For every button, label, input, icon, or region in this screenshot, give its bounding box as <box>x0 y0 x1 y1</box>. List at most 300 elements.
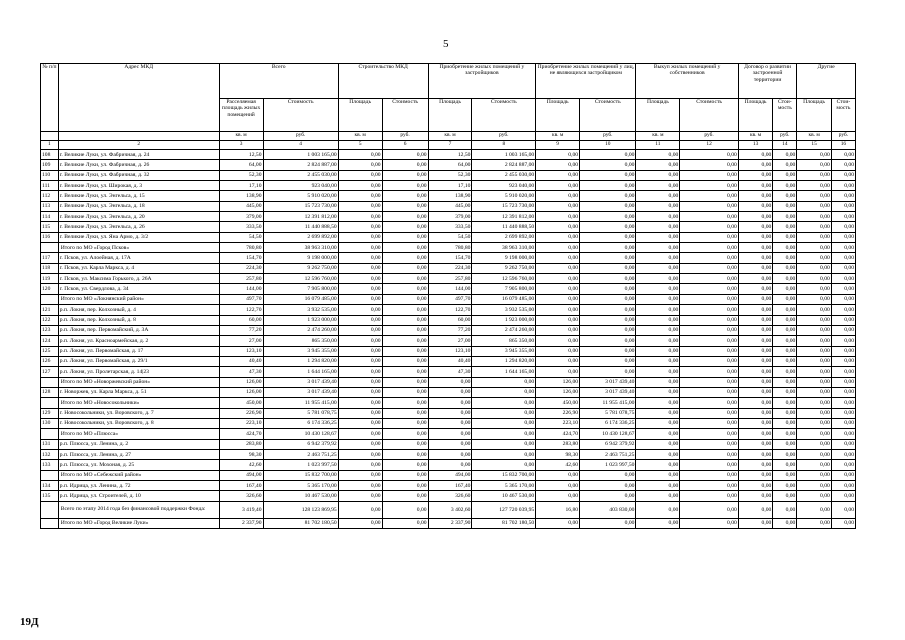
area-cell: 0,00 <box>338 470 382 480</box>
cost-cell: 923 040,00 <box>263 181 338 191</box>
cost-cell: 0,00 <box>382 481 428 491</box>
area-cell: 0,00 <box>636 439 680 449</box>
cost-cell: 0,00 <box>773 491 797 501</box>
cost-cell: 0,00 <box>773 501 797 518</box>
cost-cell: 0,00 <box>580 346 636 356</box>
row-number <box>41 243 59 253</box>
area-cell: 0,00 <box>338 501 382 518</box>
cost-cell: 0,00 <box>580 518 636 528</box>
cost-cell: 0,00 <box>382 253 428 263</box>
cost-cell: 0,00 <box>773 429 797 439</box>
cost-cell: 0,00 <box>773 191 797 201</box>
cost-cell: 0,00 <box>831 315 855 325</box>
area-cell: 47,30 <box>219 367 263 377</box>
area-cell: 0,00 <box>636 470 680 480</box>
area-cell: 126,00 <box>219 387 263 397</box>
cost-cell: 0,00 <box>382 460 428 470</box>
cost-cell: 12 391 812,00 <box>263 212 338 222</box>
area-cell: 0,00 <box>797 356 831 366</box>
cost-cell: 0,00 <box>580 201 636 211</box>
cost-cell: 0,00 <box>382 222 428 232</box>
col-number: 3 <box>219 141 263 150</box>
area-cell: 0,00 <box>536 470 580 480</box>
area-cell: 0,00 <box>636 398 680 408</box>
cost-cell: 0,00 <box>580 170 636 180</box>
area-cell: 77,20 <box>428 325 472 335</box>
address-cell: г. Великие Луки, ул. Энгельса, д. 15 <box>58 191 219 201</box>
area-cell: 0,00 <box>338 201 382 211</box>
unit-cell: кв. м <box>738 132 772 141</box>
cost-cell: 0,00 <box>831 429 855 439</box>
area-cell: 0,00 <box>738 243 772 253</box>
area-cell: 98,30 <box>219 449 263 459</box>
area-cell: 0,00 <box>636 460 680 470</box>
area-cell: 0,00 <box>738 222 772 232</box>
cost-cell: 0,00 <box>680 377 739 387</box>
area-cell: 0,00 <box>338 518 382 528</box>
area-cell: 0,00 <box>738 518 772 528</box>
area-cell: 0,00 <box>536 201 580 211</box>
area-cell: 0,00 <box>636 160 680 170</box>
row-number: 133 <box>41 460 59 470</box>
area-cell: 226,90 <box>219 408 263 418</box>
area-cell: 333,50 <box>428 222 472 232</box>
cost-cell: 0,00 <box>831 274 855 284</box>
area-cell: 0,00 <box>797 212 831 222</box>
area-cell: 0,00 <box>536 253 580 263</box>
col-number: 14 <box>773 141 797 150</box>
cost-cell: 0,00 <box>382 470 428 480</box>
area-cell: 0,00 <box>636 346 680 356</box>
cost-cell: 0,00 <box>382 284 428 294</box>
cost-cell: 0,00 <box>382 429 428 439</box>
cost-cell: 0,00 <box>773 387 797 397</box>
cost-cell: 0,00 <box>382 325 428 335</box>
row-number: 109 <box>41 160 59 170</box>
address-cell: г. Великие Луки, ул. Яна Армо, д. 3/2 <box>58 232 219 242</box>
area-cell: 0,00 <box>338 212 382 222</box>
cost-cell: 38 963 310,00 <box>472 243 536 253</box>
area-cell: 0,00 <box>738 263 772 273</box>
area-cell: 0,00 <box>797 346 831 356</box>
area-cell: 0,00 <box>797 460 831 470</box>
subtotal-label: Итого по МО «Себежский район» <box>58 470 219 480</box>
area-cell: 0,00 <box>738 274 772 284</box>
cost-cell: 0,00 <box>472 439 536 449</box>
area-cell: 123,10 <box>428 346 472 356</box>
subtotal-row <box>41 429 856 439</box>
area-cell: 0,00 <box>338 222 382 232</box>
cost-cell: 0,00 <box>382 160 428 170</box>
cost-cell: 0,00 <box>831 470 855 480</box>
cost-cell: 0,00 <box>680 284 739 294</box>
area-cell: 0,00 <box>738 315 772 325</box>
cost-cell: 0,00 <box>773 470 797 480</box>
cost-cell: 10 467 530,00 <box>263 491 338 501</box>
cost-cell: 3 017 439,40 <box>263 377 338 387</box>
subtotal-row <box>41 501 856 518</box>
group-header: Договор о развитии застроенной территории <box>738 64 797 99</box>
row-number: 130 <box>41 418 59 428</box>
area-cell: 0,00 <box>536 491 580 501</box>
area-cell: 12,50 <box>219 150 263 160</box>
area-cell: 0,00 <box>338 150 382 160</box>
cost-cell: 5 910 020,00 <box>263 191 338 201</box>
row-number <box>41 377 59 387</box>
table-row <box>41 160 856 170</box>
col-number: 7 <box>428 141 472 150</box>
cost-cell: 0,00 <box>382 377 428 387</box>
cost-cell: 0,00 <box>773 160 797 170</box>
cost-cell: 0,00 <box>680 212 739 222</box>
area-cell: 0,00 <box>636 387 680 397</box>
area-cell: 17,10 <box>219 181 263 191</box>
area-cell: 0,00 <box>338 408 382 418</box>
subtotal-row <box>41 470 856 480</box>
area-cell: 0,00 <box>636 284 680 294</box>
cost-cell: 0,00 <box>831 284 855 294</box>
area-cell: 0,00 <box>797 491 831 501</box>
row-number: 126 <box>41 356 59 366</box>
cost-cell: 16 079 485,00 <box>263 294 338 304</box>
group-header: Приобретение жилых помещений у лиц, не являющихся застройщиком <box>536 64 636 99</box>
address-cell: р.п. Плюсса, ул. Ленина, д. 27 <box>58 449 219 459</box>
cost-cell: 7 905 800,00 <box>263 284 338 294</box>
cost-cell: 0,00 <box>773 150 797 160</box>
cost-cell: 0,00 <box>831 191 855 201</box>
group-header: Всего <box>219 64 338 99</box>
area-cell: 0,00 <box>338 418 382 428</box>
row-number: 116 <box>41 232 59 242</box>
col-num-header: № п/п <box>41 64 59 132</box>
unit-cell <box>41 132 59 141</box>
area-cell: 0,00 <box>636 518 680 528</box>
area-cell: 0,00 <box>636 222 680 232</box>
row-number <box>41 470 59 480</box>
row-number: 132 <box>41 449 59 459</box>
area-cell: 0,00 <box>536 325 580 335</box>
cost-cell: 0,00 <box>382 150 428 160</box>
area-cell: 17,10 <box>428 181 472 191</box>
area-cell: 0,00 <box>338 253 382 263</box>
area-cell: 0,00 <box>797 274 831 284</box>
cost-cell: 0,00 <box>580 191 636 201</box>
cost-cell: 6 174 336,25 <box>263 418 338 428</box>
cost-cell: 0,00 <box>831 336 855 346</box>
table-row <box>41 201 856 211</box>
area-cell: 0,00 <box>536 336 580 346</box>
col-number: 6 <box>382 141 428 150</box>
area-cell: 0,00 <box>797 470 831 480</box>
cost-cell: 0,00 <box>831 408 855 418</box>
cost-cell: 0,00 <box>382 336 428 346</box>
col-number: 2 <box>58 141 219 150</box>
page-number: 5 <box>443 38 449 50</box>
area-cell: 0,00 <box>338 356 382 366</box>
sub-header: Площадь <box>338 99 382 132</box>
cost-cell: 865 350,00 <box>472 336 536 346</box>
row-number: 134 <box>41 481 59 491</box>
cost-cell: 1 923 000,00 <box>472 315 536 325</box>
cost-cell: 0,00 <box>382 356 428 366</box>
area-cell: 0,00 <box>797 160 831 170</box>
address-cell: р.п. Локня, ул. Первомайская, д. 17 <box>58 346 219 356</box>
cost-cell: 0,00 <box>580 243 636 253</box>
cost-cell: 0,00 <box>831 367 855 377</box>
cost-cell: 0,00 <box>831 518 855 528</box>
cost-cell: 0,00 <box>580 284 636 294</box>
cost-cell: 9 198 000,00 <box>263 253 338 263</box>
area-cell: 0,00 <box>536 284 580 294</box>
area-cell: 0,00 <box>738 346 772 356</box>
area-cell: 226,90 <box>536 408 580 418</box>
cost-cell: 0,00 <box>680 253 739 263</box>
table-row <box>41 367 856 377</box>
area-cell: 0,00 <box>536 212 580 222</box>
cost-cell: 2 455 030,00 <box>263 170 338 180</box>
cost-cell: 5 365 170,00 <box>263 481 338 491</box>
cost-cell: 0,00 <box>680 222 739 232</box>
address-cell: р.п. Локня, ул. Пролетарская, д. 14|23 <box>58 367 219 377</box>
subtotal-label: Итого по МО «Плюсса» <box>58 429 219 439</box>
cost-cell: 5 910 020,00 <box>472 191 536 201</box>
area-cell: 0,00 <box>536 263 580 273</box>
cost-cell: 0,00 <box>580 470 636 480</box>
cost-cell: 0,00 <box>680 429 739 439</box>
area-cell: 0,00 <box>738 460 772 470</box>
area-cell: 0,00 <box>797 418 831 428</box>
area-cell: 0,00 <box>797 170 831 180</box>
cost-cell: 1 023 997,50 <box>580 460 636 470</box>
area-cell: 0,00 <box>338 160 382 170</box>
cost-cell: 0,00 <box>680 150 739 160</box>
cost-cell: 0,00 <box>472 460 536 470</box>
col-number: 16 <box>831 141 855 150</box>
cost-cell: 0,00 <box>680 181 739 191</box>
row-number: 111 <box>41 181 59 191</box>
cost-cell: 0,00 <box>831 501 855 518</box>
table-row <box>41 356 856 366</box>
area-cell: 0,00 <box>636 191 680 201</box>
row-number: 108 <box>41 150 59 160</box>
area-cell: 122,70 <box>428 305 472 315</box>
area-cell: 154,70 <box>219 253 263 263</box>
document-code: 19Д <box>20 616 39 628</box>
area-cell: 0,00 <box>636 263 680 273</box>
address-cell: р.п. Локня, ул. Первомайская, д. 29/1 <box>58 356 219 366</box>
row-number: 113 <box>41 201 59 211</box>
area-cell: 0,00 <box>338 191 382 201</box>
table-row <box>41 232 856 242</box>
cost-cell: 1 023 997,50 <box>263 460 338 470</box>
area-cell: 424,70 <box>536 429 580 439</box>
area-cell: 0,00 <box>536 191 580 201</box>
col-number: 11 <box>636 141 680 150</box>
cost-cell: 0,00 <box>580 336 636 346</box>
sub-header: Площадь <box>797 99 831 132</box>
cost-cell: 0,00 <box>773 481 797 491</box>
subtotal-label: Итого по МО «Город Псков» <box>58 243 219 253</box>
area-cell: 0,00 <box>636 253 680 263</box>
sub-header: Стоимость <box>580 99 636 132</box>
cost-cell: 0,00 <box>773 222 797 232</box>
cost-cell: 0,00 <box>680 367 739 377</box>
cost-cell: 15 723 730,00 <box>263 201 338 211</box>
area-cell: 54,50 <box>219 232 263 242</box>
cost-cell: 0,00 <box>382 191 428 201</box>
cost-cell: 0,00 <box>680 191 739 201</box>
area-cell: 494,00 <box>219 470 263 480</box>
cost-cell: 0,00 <box>773 518 797 528</box>
cost-cell: 10 430 128,67 <box>263 429 338 439</box>
row-number: 127 <box>41 367 59 377</box>
area-cell: 0,00 <box>636 377 680 387</box>
cost-cell: 0,00 <box>773 212 797 222</box>
area-cell: 0,00 <box>797 481 831 491</box>
cost-cell: 0,00 <box>773 460 797 470</box>
row-number <box>41 518 59 528</box>
cost-cell: 0,00 <box>680 408 739 418</box>
area-cell: 144,00 <box>219 284 263 294</box>
cost-cell: 15 723 730,00 <box>472 201 536 211</box>
cost-cell: 2 474 260,00 <box>263 325 338 335</box>
cost-cell: 3 932 535,00 <box>472 305 536 315</box>
area-cell: 0,00 <box>338 460 382 470</box>
area-cell: 0,00 <box>636 294 680 304</box>
table-row <box>41 222 856 232</box>
cost-cell: 0,00 <box>831 170 855 180</box>
cost-cell: 0,00 <box>773 232 797 242</box>
area-cell: 0,00 <box>338 243 382 253</box>
unit-cell: руб. <box>382 132 428 141</box>
area-cell: 0,00 <box>797 408 831 418</box>
cost-cell: 0,00 <box>472 418 536 428</box>
area-cell: 283,80 <box>536 439 580 449</box>
cost-cell: 0,00 <box>831 460 855 470</box>
area-cell: 0,00 <box>636 418 680 428</box>
cost-cell: 128 123 869,95 <box>263 501 338 518</box>
cost-cell: 0,00 <box>580 305 636 315</box>
cost-cell: 0,00 <box>680 439 739 449</box>
area-cell: 52,30 <box>219 170 263 180</box>
cost-cell: 0,00 <box>382 408 428 418</box>
cost-cell: 2 463 751,25 <box>580 449 636 459</box>
area-cell: 0,00 <box>428 408 472 418</box>
area-cell: 0,00 <box>536 232 580 242</box>
table-row <box>41 181 856 191</box>
cost-cell: 0,00 <box>831 181 855 191</box>
area-cell: 2 337,90 <box>428 518 472 528</box>
area-cell: 0,00 <box>338 367 382 377</box>
area-cell: 0,00 <box>636 315 680 325</box>
cost-cell: 0,00 <box>382 449 428 459</box>
area-cell: 0,00 <box>797 253 831 263</box>
cost-cell: 0,00 <box>680 418 739 428</box>
cost-cell: 0,00 <box>680 449 739 459</box>
cost-cell: 0,00 <box>773 243 797 253</box>
area-cell: 0,00 <box>738 294 772 304</box>
area-cell: 0,00 <box>536 243 580 253</box>
area-cell: 0,00 <box>536 294 580 304</box>
area-cell: 64,00 <box>428 160 472 170</box>
cost-cell: 0,00 <box>680 263 739 273</box>
area-cell: 0,00 <box>797 201 831 211</box>
area-cell: 445,00 <box>428 201 472 211</box>
area-cell: 0,00 <box>797 284 831 294</box>
sub-header: Стоимость <box>472 99 536 132</box>
area-cell: 326,60 <box>428 491 472 501</box>
cost-cell: 0,00 <box>831 243 855 253</box>
cost-cell: 0,00 <box>580 367 636 377</box>
area-cell: 0,00 <box>428 398 472 408</box>
sub-header: Расселяемая площадь жилых помещений <box>219 99 263 132</box>
area-cell: 0,00 <box>797 263 831 273</box>
cost-cell: 0,00 <box>382 398 428 408</box>
area-cell: 42,60 <box>219 460 263 470</box>
cost-cell: 16 079 485,00 <box>472 294 536 304</box>
row-number: 114 <box>41 212 59 222</box>
cost-cell: 81 702 180,50 <box>472 518 536 528</box>
cost-cell: 0,00 <box>680 387 739 397</box>
subtotal-label: Итого по МО «Новосокольники» <box>58 398 219 408</box>
table-row <box>41 449 856 459</box>
cost-cell: 127 720 039,95 <box>472 501 536 518</box>
area-cell: 0,00 <box>428 439 472 449</box>
area-cell: 0,00 <box>797 181 831 191</box>
sub-header: Площадь <box>738 99 772 132</box>
cost-cell: 0,00 <box>472 387 536 397</box>
sub-header: Площадь <box>428 99 472 132</box>
col-number: 4 <box>263 141 338 150</box>
cost-cell: 1 294 820,00 <box>472 356 536 366</box>
cost-cell: 1 294 820,00 <box>263 356 338 366</box>
area-cell: 0,00 <box>797 501 831 518</box>
area-cell: 126,00 <box>219 377 263 387</box>
area-cell: 0,00 <box>536 346 580 356</box>
area-cell: 0,00 <box>536 481 580 491</box>
area-cell: 0,00 <box>338 387 382 397</box>
cost-cell: 0,00 <box>773 398 797 408</box>
area-cell: 0,00 <box>797 191 831 201</box>
address-cell: г. Великие Луки, ул. Энгельса, д. 20 <box>58 212 219 222</box>
cost-cell: 3 017 439,40 <box>580 377 636 387</box>
cost-cell: 0,00 <box>773 315 797 325</box>
group-header: Строительство МКД <box>338 64 428 99</box>
cost-cell: 0,00 <box>773 325 797 335</box>
cost-cell: 0,00 <box>580 315 636 325</box>
address-cell: р.п. Локня, пер. Колхозный, д. 4 <box>58 305 219 315</box>
address-cell: г. Псков, ул. Максима Горького, д. 26А <box>58 274 219 284</box>
area-cell: 0,00 <box>636 305 680 315</box>
area-cell: 0,00 <box>536 150 580 160</box>
area-cell: 0,00 <box>636 150 680 160</box>
cost-cell: 403 830,00 <box>580 501 636 518</box>
area-cell: 123,10 <box>219 346 263 356</box>
cost-cell: 1 644 165,00 <box>263 367 338 377</box>
area-cell: 0,00 <box>338 346 382 356</box>
cost-cell: 0,00 <box>680 518 739 528</box>
cost-cell: 0,00 <box>773 408 797 418</box>
cost-cell: 5 781 078,75 <box>263 408 338 418</box>
address-cell: г. Псков, ул. Карла Маркса, д. 4 <box>58 263 219 273</box>
cost-cell: 0,00 <box>773 377 797 387</box>
table-body <box>41 150 856 529</box>
table-row <box>41 253 856 263</box>
cost-cell: 2 699 892,00 <box>472 232 536 242</box>
area-cell: 52,30 <box>428 170 472 180</box>
area-cell: 64,00 <box>219 160 263 170</box>
area-cell: 0,00 <box>428 387 472 397</box>
